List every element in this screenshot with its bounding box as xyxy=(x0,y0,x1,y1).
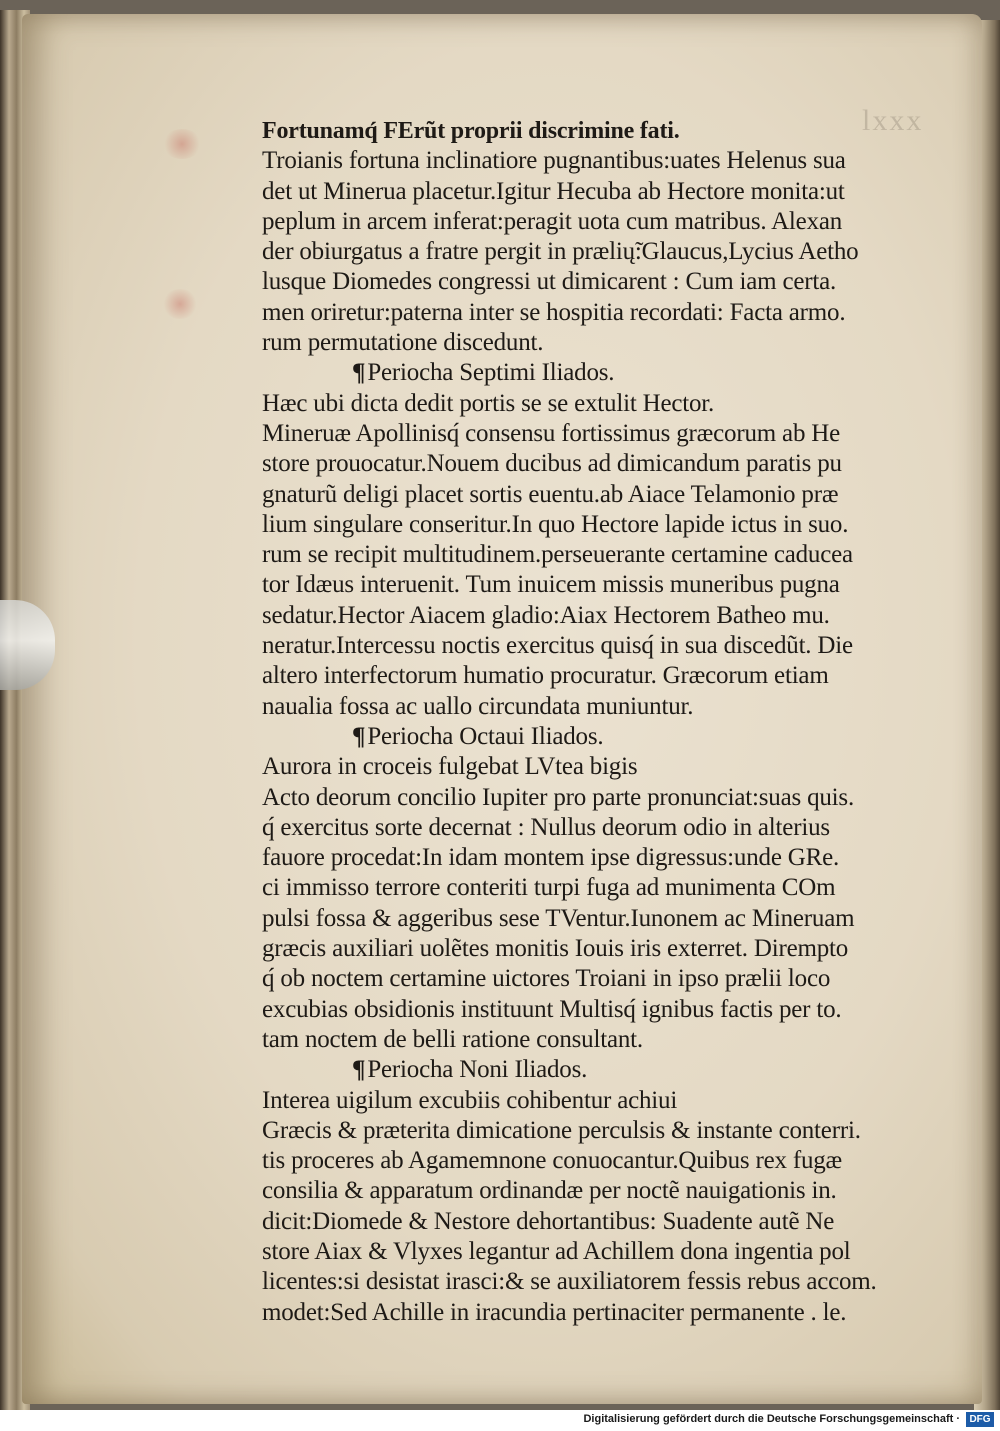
text-line: store prouocatur.Nouem ducibus ad dimicandum paratis pu xyxy=(262,450,842,478)
text-line: q́ ob noctem certamine uictores Troiani in ipso prælii loco xyxy=(262,965,831,993)
text-line: rum se recipit multitudinem.perseuerante certamine caducea xyxy=(262,541,853,569)
text-line: rum permutatione discedunt. xyxy=(262,329,544,357)
text-line: lium singulare conseritur.In quo Hectore lapide ictus in suo. xyxy=(262,510,849,538)
page-text xyxy=(262,116,912,1328)
text-line: fauore procedat:In idam montem ipse digressus:unde GRe. xyxy=(262,844,840,872)
text-line: Fortunamq́ FErũt proprii discrimine fati. xyxy=(262,118,680,144)
heading-text: Periocha Noni Iliados. xyxy=(367,1056,588,1084)
text-line: Troianis fortuna inclinatiore pugnantibus:uates Helenus sua xyxy=(262,147,846,175)
text-line: græcis auxiliari uolẽtes monitis Iouis iris exterret. Dirempto xyxy=(262,935,849,963)
text-line: Acto deorum concilio Iupiter pro parte pronunciat:suas quis. xyxy=(262,783,855,811)
heading-text: Periocha Octaui Iliados. xyxy=(367,722,604,750)
text-line: store Aiax & Vlyxes legantur ad Achillem dona ingentia pol xyxy=(262,1237,851,1265)
text-line: q́ exercitus sorte decernat : Nullus deorum odio in alterius xyxy=(262,813,830,841)
verse-line: Hæc ubi dicta dedit portis se se extulit Hector. xyxy=(262,389,715,417)
text-line: excubias obsidionis instituunt Multisq́ ignibus factis per to. xyxy=(262,995,842,1023)
footer-bar xyxy=(0,1410,1000,1431)
text-line: ci immisso terrore conteriti turpi fuga ad munimenta COm xyxy=(262,874,836,902)
section-heading xyxy=(262,358,912,388)
text-line: tam noctem de belli ratione consultant. xyxy=(262,1025,643,1053)
text-line: altero interfectorum humatio procuratur. Græcorum etiam xyxy=(262,662,829,690)
folio-showthrough: lxxx xyxy=(862,104,924,137)
text-line: tor Idæus interuenit. Tum inuicem missis muneribus pugna xyxy=(262,571,840,599)
text-line: licentes:si desistat irasci:& se auxiliatorem fessis rebus accom. xyxy=(262,1268,877,1296)
pilcrow-icon: ¶ xyxy=(352,1056,366,1084)
dfg-logo: DFG xyxy=(966,1412,994,1427)
pilcrow-icon: ¶ xyxy=(352,722,366,750)
verse-line: Aurora in croceis fulgebat LVtea bigis xyxy=(262,753,638,781)
verse-line: Interea uigilum excubiis cohibentur achiui xyxy=(262,1086,678,1114)
heading-text: Periocha Septimi Iliados. xyxy=(367,359,615,387)
red-stain xyxy=(162,129,202,159)
red-stain xyxy=(162,289,198,319)
text-line: dicit:Diomede & Nestore dehortantibus: Suadente autẽ Ne xyxy=(262,1207,835,1235)
text-line: Græcis & præterita dimicatione perculsis & instante conterri. xyxy=(262,1116,861,1144)
funding-credit: Digitalisierung gefördert durch die Deutsche Forschungsgemeinschaft · xyxy=(583,1413,960,1425)
text-line: pulsi fossa & aggeribus sese TVentur.Iunonem ac Mineruam xyxy=(262,904,855,932)
text-line: gnaturũ deligi placet sortis euentu.ab Aiace Telamonio præ xyxy=(262,480,839,508)
text-line: naualia fossa ac uallo circundata muniuntur. xyxy=(262,692,694,720)
text-line: lusque Diomedes congressi ut dimicarent : Cum iam certa. xyxy=(262,268,837,296)
text-line: det ut Minerua placetur.Igitur Hecuba ab Hectore monita:ut xyxy=(262,177,845,205)
text-line: men oriretur:paterna inter se hospitia recordati: Facta armo. xyxy=(262,298,846,326)
text-line: tis proceres ab Agamemnone conuocantur.Quibus rex fugæ xyxy=(262,1147,843,1175)
section-heading xyxy=(262,722,912,752)
text-line: der obiurgatus a fratre pergit in prælių̃:Glaucus,Lycius Aetho xyxy=(262,238,859,266)
text-line: sedatur.Hector Aiacem gladio:Aiax Hectorem Batheo mu. xyxy=(262,601,830,629)
pilcrow-icon: ¶ xyxy=(352,359,366,387)
text-line: Mineruæ Apollinisq́ consensu fortissimus græcorum ab He xyxy=(262,419,841,447)
text-line: consilia & apparatum ordinandæ per noctẽ nauigationis in. xyxy=(262,1177,837,1205)
text-line: neratur.Intercessu noctis exercitus quisq́ in sua discedũt. Die xyxy=(262,632,853,660)
text-line: modet:Sed Achille in iracundia pertinaciter permanente . le. xyxy=(262,1298,847,1326)
text-line: peplum in arcem inferat:peragit uota cum matribus. Alexan xyxy=(262,207,843,235)
section-heading xyxy=(262,1055,912,1085)
